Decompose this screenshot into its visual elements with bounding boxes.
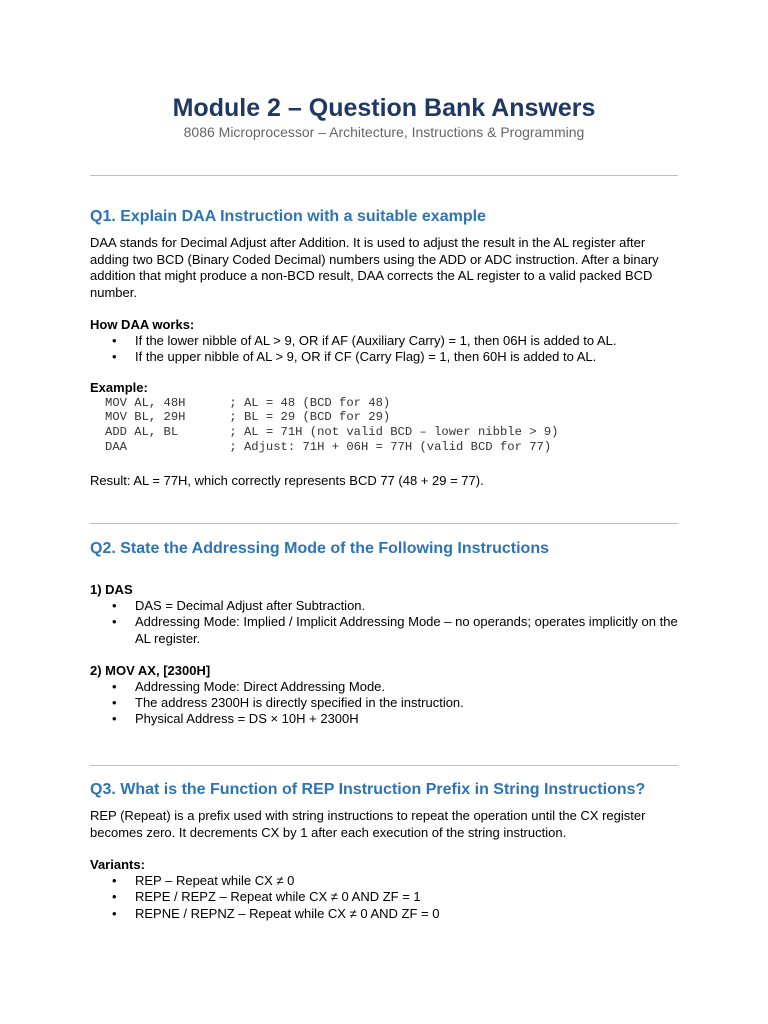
list-item-text: Addressing Mode: Implied / Implicit Addressing Mode – no operands; operates implicitly on the AL register. (135, 614, 678, 646)
q1-example-label: Example: (90, 379, 148, 395)
list-item-text: REPNE / REPNZ – Repeat while CX ≠ 0 AND ZF = 0 (135, 905, 440, 921)
q1-result: Result: AL = 77H, which correctly represents BCD 77 (48 + 29 = 77). (90, 472, 484, 488)
list-item-text: DAS = Decimal Adjust after Subtraction. (135, 598, 366, 613)
q2-part1-label: 1) DAS (90, 582, 133, 597)
list-item (90, 349, 680, 365)
q1-section (90, 207, 680, 489)
list-item (90, 889, 680, 905)
q1-intro: DAA stands for Decimal Adjust after Addition. It is used to adjust the result in the AL register after adding two BCD (Binary Coded Decimal) numbers using the ADD or ADC instruction. After a binary addition that might produce a non-BCD result, DAA corrects the AL register to a valid packed BCD number. (90, 235, 659, 300)
q3-section (90, 780, 680, 922)
list-item (90, 873, 680, 889)
bullet: • (112, 678, 117, 694)
list-item (90, 906, 680, 922)
q2-part2-label: 2) MOV AX, [2300H] (90, 662, 211, 678)
bullet: • (112, 711, 117, 727)
bullet: • (112, 333, 117, 348)
list-item (90, 614, 680, 647)
bullet: • (112, 614, 117, 630)
list-item (90, 695, 680, 711)
divider (90, 523, 678, 524)
list-item-text: Addressing Mode: Direct Addressing Mode. (135, 678, 386, 694)
list-item-text: REP – Repeat while CX ≠ 0 (135, 873, 295, 888)
list-item-text: REPE / REPZ – Repeat while CX ≠ 0 AND ZF = 1 (135, 889, 421, 905)
divider (90, 175, 678, 176)
bullet: • (112, 873, 117, 888)
code-line: MOV BL, 29H ; BL = 29 (BCD for 29) (105, 410, 391, 425)
bullet: • (112, 905, 117, 921)
q2-heading: Q2. State the Addressing Mode of the Following Instructions (90, 540, 549, 557)
list-item (90, 711, 680, 727)
q1-code-block (90, 396, 680, 455)
q3-variants-list (90, 873, 680, 922)
code-line: MOV AL, 48H ; AL = 48 (BCD for 48) (105, 395, 391, 410)
list-item-text: Physical Address = DS × 10H + 2300H (135, 711, 359, 727)
bullet: • (112, 349, 117, 365)
list-item-text: The address 2300H is directly specified in the instruction. (135, 695, 464, 711)
page-title: Module 2 – Question Bank Answers (172, 94, 596, 122)
q1-how-list (90, 333, 680, 366)
q2-part1-list (90, 598, 680, 647)
divider (90, 765, 678, 766)
q3-variants-label: Variants: (90, 857, 145, 872)
list-item (90, 679, 680, 695)
q1-heading: Q1. Explain DAA Instruction with a suitable example (90, 208, 486, 225)
list-item-text: If the upper nibble of AL > 9, OR if CF (Carry Flag) = 1, then 60H is added to AL. (135, 349, 597, 365)
q1-how-label: How DAA works: (90, 317, 195, 332)
q2-section (90, 539, 680, 728)
q3-intro: REP (Repeat) is a prefix used with string instructions to repeat the operation until the CX register becomes zero. It decrements CX by 1 after each execution of the string instruction. (90, 808, 646, 840)
code-line: DAA ; Adjust: 71H + 06H = 77H (valid BCD for 77) (105, 439, 552, 454)
bullet: • (112, 695, 117, 711)
page-subtitle: 8086 Microprocessor – Architecture, Instructions & Programming (183, 124, 585, 140)
bullet: • (112, 889, 117, 905)
q3-heading: Q3. What is the Function of REP Instruction Prefix in String Instructions? (90, 781, 646, 798)
code-line: ADD AL, BL ; AL = 71H (not valid BCD – lower nibble > 9) (105, 425, 559, 440)
list-item-text: If the lower nibble of AL > 9, OR if AF (Auxiliary Carry) = 1, then 06H is added to AL. (135, 333, 617, 348)
bullet: • (112, 598, 117, 613)
list-item (90, 333, 680, 349)
q2-part2-list (90, 679, 680, 728)
list-item (90, 598, 680, 614)
